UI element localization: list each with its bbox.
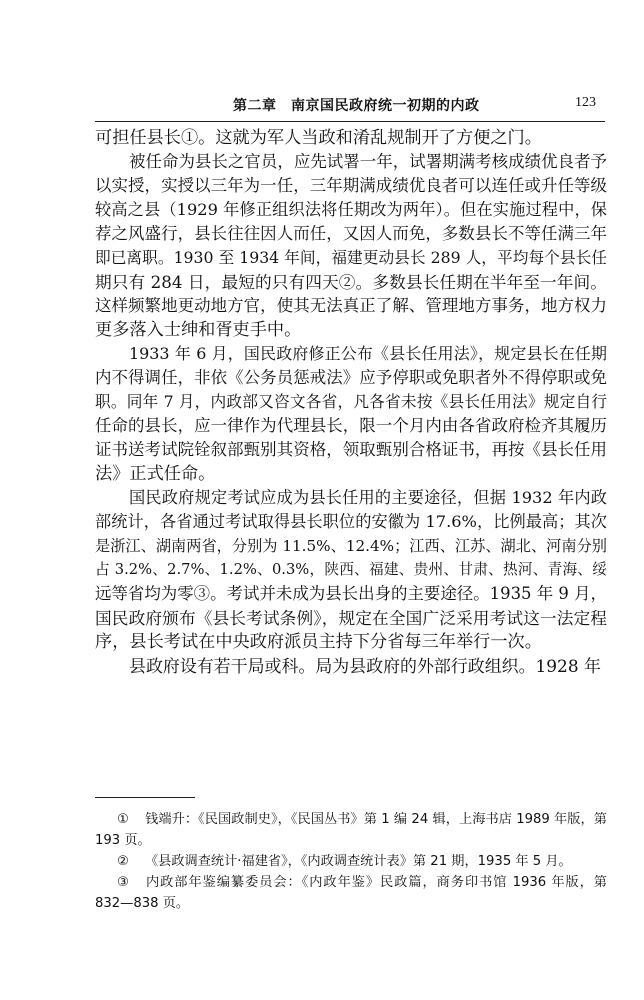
text-line: 更多落入士绅和胥吏手中。 bbox=[95, 320, 302, 340]
text-line: 占 3.2%、2.7%、1.2%、0.3%，陕西、福建、贵州、甘肃、热河、青海、绥 bbox=[95, 561, 607, 578]
footnote-marker: ② bbox=[117, 854, 129, 869]
paragraph bbox=[95, 150, 607, 342]
paragraph bbox=[95, 126, 607, 150]
footnote-first-line bbox=[95, 809, 607, 830]
footnote-marker: ① bbox=[117, 812, 129, 827]
footnote-first-line bbox=[95, 851, 607, 872]
footnote-first-line bbox=[95, 872, 607, 893]
text-line: 县政府设有若干局或科。局为县政府的外部行政组织。1928 年 bbox=[129, 656, 601, 676]
footnote-marker: ③ bbox=[117, 875, 129, 890]
page-number: 123 bbox=[575, 95, 596, 110]
text-line: 职。同年 7 月，内政部又咨文各省，凡各省未按《县长任用法》规定自行 bbox=[95, 392, 607, 411]
text-line: 是浙江、湖南两省，分别为 11.5%、12.4%；江西、江苏、湖北、河南分别 bbox=[95, 537, 607, 555]
header-rule bbox=[95, 121, 605, 122]
text-line: 序，县长考试在中央政府派员主持下分省每三年举行一次。 bbox=[95, 632, 542, 652]
paragraph bbox=[95, 486, 607, 654]
footnote-text: 《县政调查统计·福建省》，《内政调查统计表》第 21 期，1935 年 5 月。 bbox=[145, 854, 572, 869]
text-line: 部统计，各省通过考试取得县长职位的安徽为 17.6%，比例最高；其次 bbox=[95, 512, 607, 531]
footnote-rule bbox=[95, 797, 195, 798]
text-line: 期只有 284 日，最短的只有四天②。多数县长任期在半年至一年间。 bbox=[95, 272, 607, 292]
text-line: 即已离职。1930 至 1934 年间，福建更动县长 289 人，平均每个县长任 bbox=[95, 248, 607, 267]
text-line: 远等省均为零③。考试并未成为县长出身的主要途径。1935 年 9 月， bbox=[95, 584, 607, 603]
text-line: 任命的县长，应一律作为代理县长，限一个月内由各省政府检齐其履历 bbox=[95, 416, 607, 435]
text-line: 可担任县长①。这就为军人当政和淆乱规制开了方便之门。 bbox=[95, 128, 542, 148]
footnote-continuation-line: 832—838 页。 bbox=[95, 896, 190, 911]
footnote-continuation-line: 193 页。 bbox=[95, 833, 151, 848]
text-line: 以实授，实授以三年为一任，三年期满成绩优良者可以连任或升任等级 bbox=[95, 176, 607, 195]
footnote-text: 内政部年鉴编纂委员会：《内政年鉴》民政篇，商务印书馆 1936 年版，第 bbox=[145, 875, 607, 890]
footnotes bbox=[95, 809, 607, 914]
text-line: 法》正式任命。 bbox=[95, 464, 216, 484]
text-line: 国民政府颁布《县长考试条例》，规定在全国广泛采用考试这一法定程 bbox=[95, 608, 607, 628]
footnote bbox=[95, 809, 607, 851]
body-text bbox=[95, 126, 607, 678]
paragraph bbox=[95, 654, 607, 678]
footnote bbox=[95, 872, 607, 914]
chapter-title: 第二章 南京国民政府统一初期的内政 bbox=[233, 98, 480, 114]
footnote bbox=[95, 851, 607, 872]
text-line: 证书送考试院铨叙部甄别其资格，领取甄别合格证书，再按《县长任用 bbox=[95, 440, 607, 459]
footnote-text: 钱端升：《民国政制史》，《民国丛书》第 1 编 24 辑，上海书店 1989 年版，第 bbox=[145, 812, 607, 827]
running-header bbox=[95, 95, 600, 117]
text-line: 内不得调任，非依《公务员惩戒法》应予停职或免职者外不得停职或免 bbox=[95, 368, 607, 387]
text-line: 国民政府规定考试应成为县长任用的主要途径，但据 1932 年内政 bbox=[129, 488, 607, 507]
text-line: 较高之县（1929 年修正组织法将任期改为两年）。但在实施过程中，保 bbox=[95, 200, 607, 219]
text-line: 被任命为县长之官员，应先试署一年，试署期满考核成绩优良者予 bbox=[129, 152, 607, 171]
text-line: 荐之风盛行，县长往往因人而任，又因人而免，多数县长不等任满三年 bbox=[95, 224, 607, 243]
paragraph bbox=[95, 342, 607, 486]
text-line: 这样频繁地更动地方官，使其无法真正了解、管理地方事务，地方权力 bbox=[95, 296, 607, 315]
text-line: 1933 年 6 月，国民政府修正公布《县长任用法》，规定县长在任期 bbox=[129, 344, 607, 363]
